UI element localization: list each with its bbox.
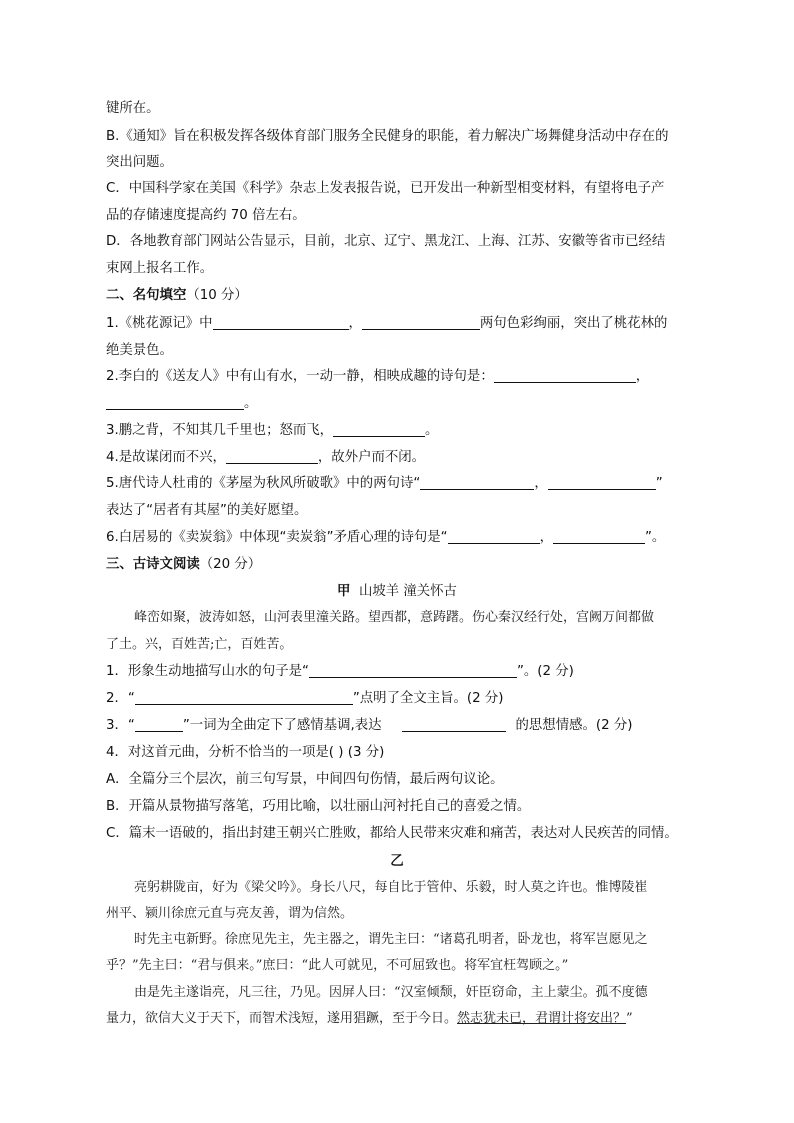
answer-blank[interactable] <box>333 422 425 437</box>
answer-blank[interactable] <box>494 368 636 383</box>
poem-question-3 <box>106 717 633 735</box>
answer-blank[interactable] <box>362 315 480 330</box>
question-text: 2.李白的《送友人》中有山有水，一动一静，相映成趣的诗句是： <box>106 369 494 384</box>
text-line: 键所在。 <box>106 101 160 116</box>
answer-blank[interactable] <box>448 529 540 544</box>
question-text: ， <box>539 530 553 545</box>
question-2-cont <box>106 395 257 413</box>
question-text: ， <box>348 316 362 331</box>
option-b: B.《通知》旨在积极发挥各级体育部门服务全民健身的职能，着力解决广场舞健身活动中存在的 <box>106 129 669 144</box>
passage-text: 州平、颍川徐庶元直与亮友善，谓为信然。 <box>106 906 354 921</box>
option-c: C．中国科学家在美国《科学》杂志上发表报告说，已开发出一种新型相变材料，有望将电子产 <box>106 181 665 196</box>
poem-title-text: 山坡羊 潼关怀古 <box>358 584 457 599</box>
poem-text: 了土。兴，百姓苦;亡，百姓苦。 <box>106 637 293 652</box>
answer-blank[interactable] <box>402 717 506 732</box>
answer-blank[interactable] <box>106 395 244 410</box>
answer-blank[interactable] <box>135 690 353 705</box>
answer-blank[interactable] <box>213 315 349 330</box>
passage-text: 乎？”先主曰：“君与俱来。”庶曰：“此人可就见，不可屈致也。将军宜枉驾顾之。” <box>106 958 569 973</box>
answer-blank[interactable] <box>226 449 318 464</box>
question-text: ， <box>534 476 548 491</box>
passage-text <box>106 1010 633 1028</box>
poem-title <box>0 583 794 601</box>
answer-blank[interactable] <box>309 663 517 678</box>
question-text: 。 <box>425 423 439 438</box>
passage-title: 乙 <box>390 854 404 869</box>
question-text: ” <box>655 476 663 491</box>
choice-c: C．篇末一语破的，指出封建王朝兴亡胜败，都给人民带来灾难和痛苦，表达对人民疾苦的同情。 <box>106 826 678 841</box>
answer-blank[interactable] <box>548 475 656 490</box>
question-6 <box>106 529 665 547</box>
section-title: 三、古诗文阅读 <box>106 557 200 572</box>
passage-fragment: 量力，欲信大义于天下，而智术浅短，遂用猖蹶，至于今日。 <box>106 1011 458 1026</box>
passage-text: 时先主屯新野。徐庶见先主，先主器之，谓先主曰：“诸葛孔明者，卧龙也，将军岂愿见之 <box>134 932 648 947</box>
answer-blank[interactable] <box>553 529 645 544</box>
part-label: 甲 <box>337 584 351 599</box>
section-score: （10 分） <box>186 288 248 303</box>
text-line: 品的存储速度提高约 70 倍左右。 <box>106 208 306 223</box>
passage-fragment: ” <box>626 1011 633 1026</box>
question-text: 5.唐代诗人杜甫的《茅屋为秋风所破歌》中的两句诗“ <box>106 476 421 491</box>
question-4 <box>106 449 425 467</box>
question-text: 3．“ <box>106 718 135 733</box>
question-5 <box>106 475 663 493</box>
question-text: 。 <box>244 396 258 411</box>
text-line: 表达了“居者有其屋”的美好愿望。 <box>106 503 308 518</box>
question-text: ， <box>635 369 650 384</box>
option-d: D．各地教育部门网站公告显示，目前，北京、辽宁、黑龙江、上海、江苏、安徽等省市已经结 <box>106 234 666 249</box>
question-text: ”。 <box>644 530 666 545</box>
question-1 <box>106 315 667 333</box>
question-text: ”一词为全曲定下了感情基调,表达 <box>182 718 382 733</box>
text-line: 束网上报名工作。 <box>106 261 214 276</box>
question-text: 6.白居易的《卖炭翁》中体现“卖炭翁”矛盾心理的诗句是“ <box>106 530 448 545</box>
question-text: 4.是故谋闭而不兴， <box>106 450 226 465</box>
section-score: （20 分） <box>199 557 262 572</box>
passage-text: 由是先主遂诣亮，凡三往，乃见。因屏人曰：“汉室倾颓，奸臣窃命，主上蒙尘。孤不度德 <box>134 985 648 1000</box>
text-line: 突出问题。 <box>106 155 173 170</box>
text-line: 绝美景色。 <box>106 343 173 358</box>
choice-b: B．开篇从景物描写落笔，巧用比喻，以壮丽山河衬托自己的喜爱之情。 <box>106 799 531 814</box>
question-text: 2．“ <box>106 691 135 706</box>
section-3-heading <box>106 556 261 574</box>
question-text: ，故外户而不闭。 <box>317 450 426 465</box>
poem-question-2 <box>106 690 504 708</box>
passage-text: 亮躬耕陇亩，好为《梁父吟》。身长八尺，每自比于管仲、乐毅，时人莫之许也。惟博陵崔 <box>134 880 648 895</box>
answer-blank[interactable] <box>420 475 534 490</box>
question-text: 1．形象生动地描写山水的句子是“ <box>106 664 309 679</box>
question-text: ”。(2 分) <box>516 664 574 679</box>
poem-question-1 <box>106 663 574 681</box>
choice-a: A．全篇分三个层次，前三句写景，中间四句伤情，最后两句议论。 <box>106 772 504 787</box>
question-text: 的思想情感。(2 分) <box>515 718 633 733</box>
question-3 <box>106 422 438 440</box>
answer-blank[interactable] <box>135 717 183 732</box>
poem-question-4: 4．对这首元曲，分析不恰当的一项是( ) (3 分) <box>106 745 385 760</box>
question-text: 两句色彩绚丽，突出了桃花林的 <box>479 316 668 331</box>
question-text: ”点明了全文主旨。(2 分) <box>352 691 504 706</box>
question-2 <box>106 368 649 386</box>
question-text: 3.鹏之背，不知其几千里也；怒而飞， <box>106 423 334 438</box>
section-title: 二、名句填空 <box>106 288 187 303</box>
question-text: 1.《桃花源记》中 <box>106 316 213 331</box>
underlined-sentence: 然志犹未已，君谓计将安出？ <box>457 1011 627 1026</box>
section-2-heading <box>106 287 248 305</box>
poem-text: 峰峦如聚，波涛如怒，山河表里潼关路。望西都，意踌躇。伤心秦汉经行处，宫阙万间都做 <box>134 610 655 625</box>
